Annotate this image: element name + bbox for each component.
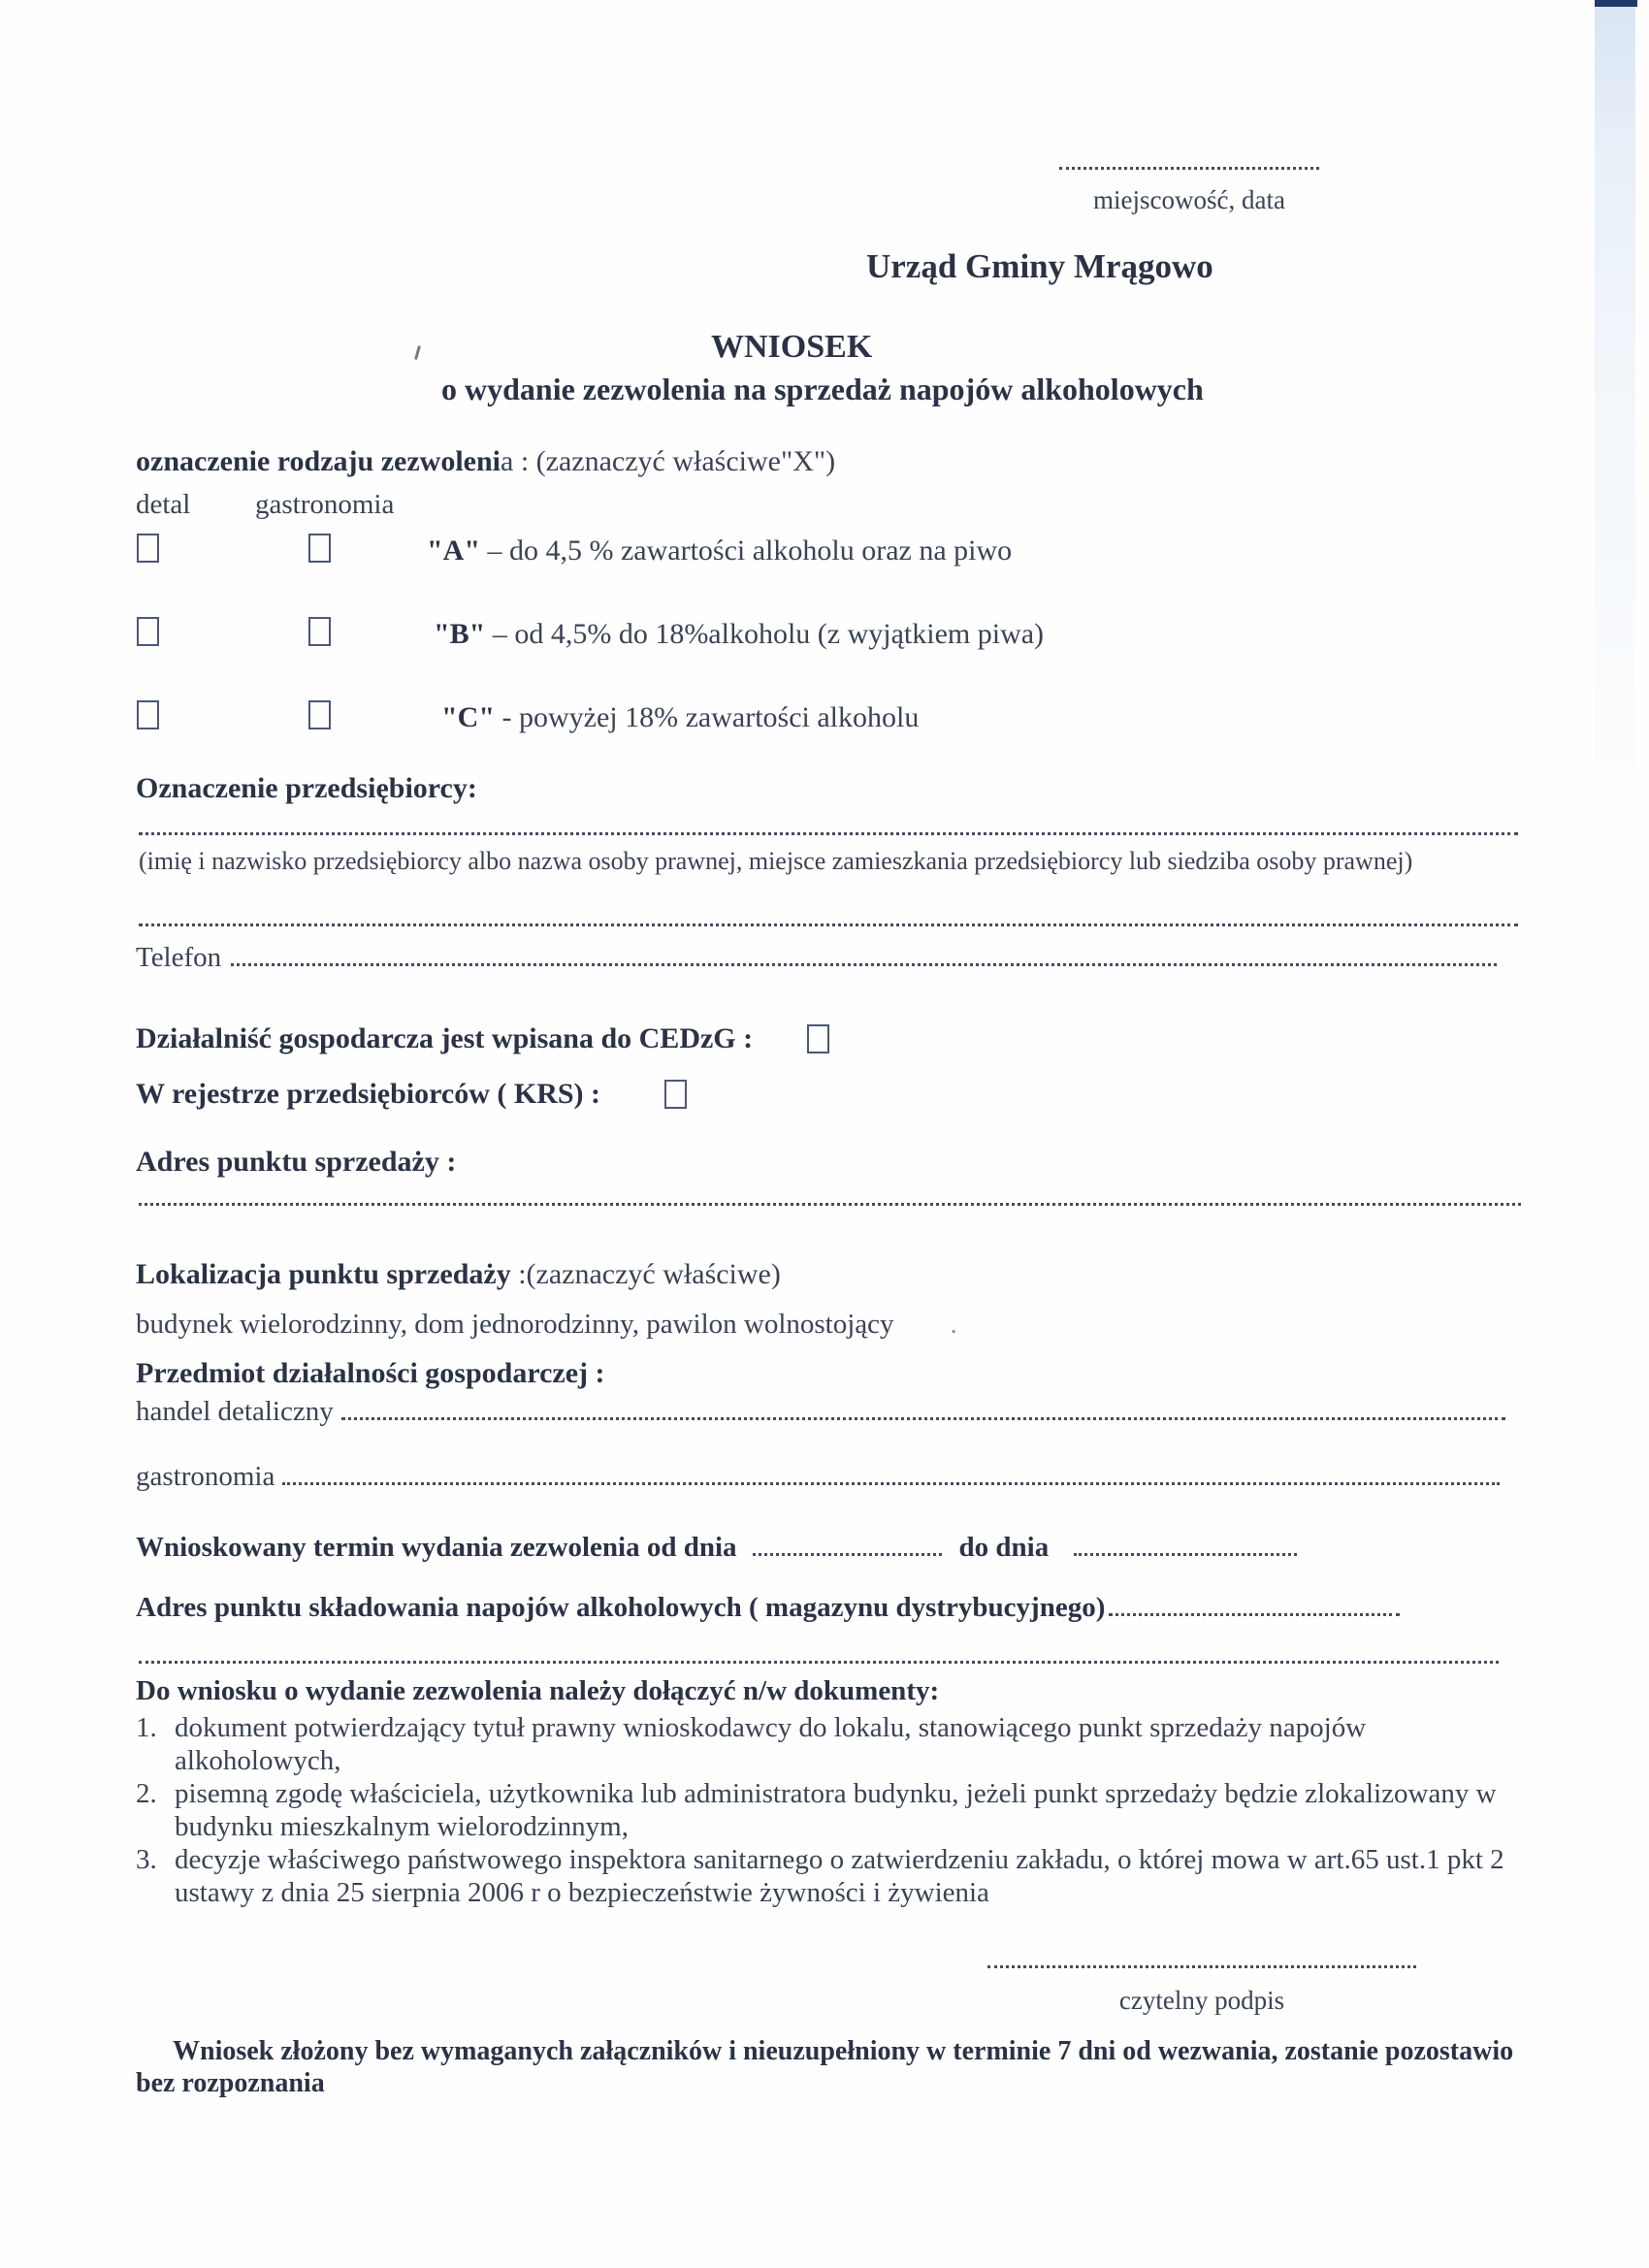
checkbox-gastronomia-b[interactable] xyxy=(308,617,331,646)
krs-checkbox[interactable] xyxy=(664,1080,687,1109)
phone-label: Telefon xyxy=(136,942,222,973)
checkbox-gastronomia-a[interactable] xyxy=(308,534,331,563)
permit-row-a xyxy=(0,534,1649,572)
gastronomy-row xyxy=(136,1460,1500,1493)
attachment-text: dokument potwierdzający tytuł prawny wnioskodawcy do lokalu, stanowiącego punkt sprzedaży napojów alkoholowych, xyxy=(175,1712,1367,1776)
location-options-text: budynek wielorodzinny, dom jednorodzinny, pawilon wolnostojący xyxy=(136,1309,894,1340)
heading-business-subject: Przedmiot działalności gospodarczej : xyxy=(136,1357,605,1389)
heading-location xyxy=(136,1257,781,1292)
heading-location-rest: :(zaznaczyć właściwe) xyxy=(518,1258,781,1290)
date-to-label: do dnia xyxy=(958,1532,1050,1563)
date-from-fill-line[interactable] xyxy=(753,1534,942,1556)
attachment-number: 3. xyxy=(136,1844,157,1875)
permit-option-c xyxy=(441,700,919,735)
attachment-number: 2. xyxy=(136,1778,157,1809)
permit-row-b xyxy=(0,617,1649,656)
entrepreneur-fill-line-2[interactable] xyxy=(139,923,1518,926)
stray-dot: . xyxy=(950,1309,957,1340)
permit-code-b: "B" xyxy=(434,618,486,650)
footer-note: Wniosek złożony bez wymaganych załączników i nieuzupełniony w terminie 7 dni od wezwania, zostanie pozostawio bez rozpoznania xyxy=(136,2036,1514,2098)
krs-row xyxy=(136,1077,687,1112)
permit-option-a xyxy=(427,534,1012,568)
section-heading-entrepreneur: Oznaczenie przedsiębiorcy: xyxy=(136,772,477,804)
attachments-heading: Do wniosku o wydanie zezwolenia należy dołączyć n/w dokumenty: xyxy=(136,1675,940,1706)
heading-sales-address: Adres punktu sprzedaży : xyxy=(136,1146,457,1178)
location-options xyxy=(136,1308,957,1341)
heading-location-bold: Lokalizacja punktu sprzedaży xyxy=(136,1258,519,1290)
krs-label: W rejestrze przedsiębiorców ( KRS) : xyxy=(136,1078,601,1110)
entrepreneur-caption: (imię i nazwisko przedsiębiorcy albo nazwa osoby prawnej, miejsce zamieszkania przedsiębiorcy lub siedziba osoby prawnej) xyxy=(139,847,1413,875)
column-label-detal: detal xyxy=(136,489,191,520)
permit-code-c: "C" xyxy=(441,701,495,733)
retail-fill-line[interactable] xyxy=(341,1398,1505,1420)
storage-row xyxy=(136,1591,1400,1624)
permit-option-b xyxy=(434,617,1044,652)
cedzg-label: Działalniść gospodarcza jest wpisana do CEDzG : xyxy=(136,1022,754,1054)
stray-pen-mark xyxy=(414,345,421,360)
form-subtitle: o wydanie zezwolenia na sprzedaż napojów alkoholowych xyxy=(441,372,1204,406)
office-name: Urząd Gminy Mrągowo xyxy=(866,247,1213,285)
storage-label: Adres punktu składowania napojów alkoholowych ( magazynu dystrybucyjnego) xyxy=(136,1592,1106,1623)
attachment-text: decyzje właściwego państwowego inspektora sanitarnego o zatwierdzeniu zakładu, o której mowa w art.65 ust.1 pkt 2 ustawy z dnia 25 sierpnia 2006 r o bezpieczeństwie żywności i żywienia xyxy=(175,1844,1504,1908)
attachment-number: 1. xyxy=(136,1712,157,1743)
attachment-item xyxy=(136,1777,1533,1843)
storage-fill-line-2[interactable] xyxy=(139,1661,1499,1664)
checkbox-detal-b[interactable] xyxy=(137,617,159,646)
permit-type-heading-rest: a : (zaznaczyć właściwe"X") xyxy=(501,445,836,477)
place-date-fill-line[interactable] xyxy=(1059,167,1319,170)
phone-fill-line[interactable] xyxy=(231,944,1497,966)
place-date-label: miejscowość, data xyxy=(1093,185,1285,214)
checkbox-gastronomia-c[interactable] xyxy=(308,700,331,729)
permit-code-a: "A" xyxy=(427,535,480,567)
cedzg-row xyxy=(136,1021,829,1056)
permit-desc-a: – do 4,5 % zawartości alkoholu oraz na piwo xyxy=(487,535,1013,567)
cedzg-checkbox[interactable] xyxy=(807,1024,829,1053)
attachment-item xyxy=(136,1843,1533,1909)
checkbox-detal-c[interactable] xyxy=(137,700,159,729)
scan-artifact-bar xyxy=(1595,0,1637,7)
gastronomy-label: gastronomia xyxy=(136,1461,275,1492)
attachment-item xyxy=(136,1711,1533,1777)
entrepreneur-fill-line-1[interactable] xyxy=(139,832,1518,835)
retail-row xyxy=(136,1395,1505,1428)
permit-row-c xyxy=(0,700,1649,739)
signature-caption: czytelny podpis xyxy=(1118,1986,1285,2015)
sales-address-fill-line[interactable] xyxy=(139,1203,1521,1206)
date-to-fill-line[interactable] xyxy=(1074,1534,1297,1556)
permit-type-heading-bold: oznaczenie rodzaju zezwoleni xyxy=(136,445,501,477)
retail-label: handel detaliczny xyxy=(136,1396,334,1427)
permit-desc-c: - powyżej 18% zawartości alkoholu xyxy=(501,701,920,733)
permit-desc-b: – od 4,5% do 18%alkoholu (z wyjątkiem piwa) xyxy=(492,618,1045,650)
phone-row xyxy=(136,941,1497,974)
dates-row xyxy=(136,1531,1297,1564)
storage-fill-line[interactable] xyxy=(1109,1594,1400,1616)
attachments-list xyxy=(136,1711,1533,1909)
permit-type-heading xyxy=(136,444,835,479)
form-title: WNIOSEK xyxy=(711,329,873,365)
attachment-text: pisemną zgodę właściciela, użytkownika lub administratora budynku, jeżeli punkt sprzedaży będzie zlokalizowany w budynku mieszkalnym wielorodzinnym, xyxy=(175,1778,1497,1842)
gastronomy-fill-line[interactable] xyxy=(282,1463,1500,1485)
column-label-gastronomia: gastronomia xyxy=(255,489,395,520)
checkbox-detal-a[interactable] xyxy=(137,534,159,563)
dates-label: Wnioskowany termin wydania zezwolenia od dnia xyxy=(136,1532,737,1563)
signature-fill-line[interactable] xyxy=(987,1965,1416,1968)
